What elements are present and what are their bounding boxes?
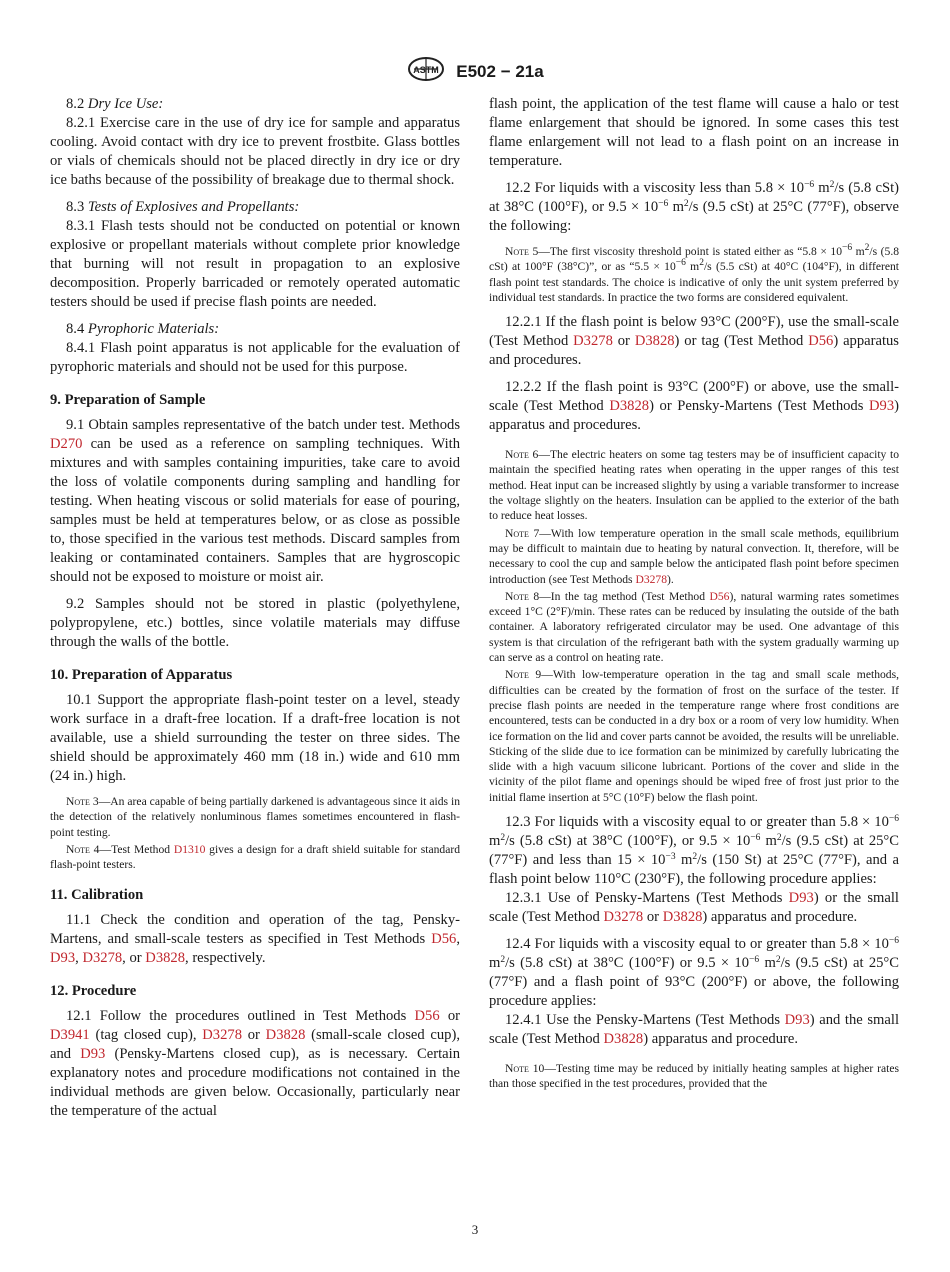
paragraph-12-4: 12.4 For liquids with a viscosity equal to or greater than $5.8 \times 10^{-6}$ $m^2/s$ (5.8 cSt) at 38°C (100°F) or $9.5 \times 10^{-6}$ $m^2/s$ (9.5 cSt) at 25°C (77°F) and a flash point of 93°C (200°F) or above, the following procedure applies:: [489, 936, 900, 1010]
ref-link-d56[interactable]: D56: [808, 333, 834, 350]
paragraph-9-1: 9.1 Obtain samples representative of the batch under test. Methods D270 can be used as a reference on sampling techniques. With mixtures and with samples containing impurities, take care to avoid the loss of volatile components during sampling and handling for testing. When heating viscous or solid materials for ease of pouring, samples must be held at temperatures below, or as close as possible to, those specified in the various test methods. Discard samples from leaking or contaminated containers. Samples that are hygroscopic should not be exposed to moisture or moist air.: [50, 417, 460, 585]
ref-link-d93[interactable]: D93: [50, 950, 76, 967]
right-column: [489, 95, 899, 1092]
ref-link-d3828[interactable]: D3828: [265, 1027, 306, 1044]
paragraph-12-1: 12.1 Follow the procedures outlined in Test Methods D56 or D3941 (tag closed cup), D3278 or D3828 (small-scale closed cup), and D93 (Pensky-Martens closed cup), as is necessary. Certain explanatory notes and procedure modifications not contained in the individual methods are given below. Occasionally, particularly near the temperature of the actual: [50, 1008, 460, 1120]
ref-link-d56[interactable]: D56: [709, 589, 730, 603]
paragraph-12-4-1: 12.4.1 Use the Pensky-Martens (Test Methods D93) and the small scale (Test Method D3828) apparatus and procedure.: [489, 1012, 899, 1048]
ref-link-d93[interactable]: D93: [80, 1046, 106, 1063]
paragraph-8-4-1: 8.4.1 Flash point apparatus is not applicable for the evaluation of pyrophoric materials and should not be used for this purpose.: [50, 340, 460, 375]
note-8: Note 8—In the tag method (Test Method D56), natural warming rates sometimes exceed 1°C (2°F)/min. These rates can be reduced by insulating the outside of the bath container. A laboratory refrigerated circulator may be used. One advantage of this system is that circulation of the refrigerant bath with the system gradually warming up can serve as a control on heating rate.: [489, 589, 900, 665]
ref-link-d3941[interactable]: D3941: [50, 1027, 90, 1044]
paragraph-11-1: 11.1 Check the condition and operation of the tag, Pensky-Martens, and small-scale testers as specified in Test Methods D56, D93, D3278, or D3828, respectively.: [50, 912, 460, 967]
ref-link-d93[interactable]: D93: [868, 398, 895, 415]
note-6: Note 6—The electric heaters on some tag testers may be of insufficient capacity to maintain the specified heating rates when operating in the upper ranges of this test method. Heat input can be increased slightly by using a variable transformer to increase the voltage slightly on the heaters. Insulation can be applied to the exterior of the bath to reduce heat losses.: [489, 448, 899, 523]
ref-link-d270[interactable]: D270: [50, 436, 83, 452]
astm-logo-icon: [406, 56, 446, 87]
subsection-8-4-heading: 8.4 Pyrophoric Materials:: [66, 321, 220, 337]
ref-link-d3278[interactable]: D3278: [573, 333, 613, 350]
ref-link-d93[interactable]: D93: [788, 890, 814, 907]
ref-link-d1310[interactable]: D1310: [173, 842, 206, 856]
note-9: Note 9—With low-temperature operation in the tag and small scale methods, difficulties can be created by the formation of frost on the surface of the tester. If precise flash points are needed in the temperature range where frost conditions are encountered, tests can be conducted in a dry box or a room of very low humidity. When ice formation on the lid and cover parts cannot be avoided, the results will be unreliable. Sticking of the slide due to ice formation can be minimized by carefully lubricating the slide with a high vacuum silicone lubricant. Portions of the cover and slide in the vicinity of the pilot flame and openings should be wiped free of frost just prior to the initial flame insertion at 5°C (10°F) below the flash point.: [489, 668, 899, 804]
subsection-8-3-heading: 8.3 Tests of Explosives and Propellants:: [66, 199, 300, 215]
section-10-heading: 10. Preparation of Apparatus: [50, 667, 233, 683]
paragraph-12-2: 12.2 For liquids with a viscosity less than $5.8 \times 10^{-6}$ $m^2/s$ (5.8 cSt) at 38°C (100°F), or $9.5 \times 10^{-6}$ $m^2/s$ (9.5 cSt) at 25°C (77°F), observe the following:: [489, 180, 899, 234]
paragraph-12-2-2: 12.2.2 If the flash point is 93°C (200°F) or above, use the small-scale (Test Method D3828) or Pensky-Martens (Test Methods D93) apparatus and procedures.: [489, 379, 899, 434]
section-12-heading: 12. Procedure: [50, 983, 137, 1000]
ref-link-d3828[interactable]: D3828: [609, 398, 650, 415]
paragraph-8-3-1: 8.3.1 Flash tests should not be conducted on potential or known explosive or propellant materials without complete prior knowledge that burning will not result in propagation to an explosive decomposition. Properly barricaded or remotely operated automatic testers should be used if precise flash points are needed.: [50, 218, 460, 310]
ref-link-d3278[interactable]: D3278: [635, 572, 668, 586]
ref-link-d3278[interactable]: D3278: [82, 950, 123, 967]
paragraph-12-2-1: 12.2.1 If the flash point is below 93°C (200°F), use the small-scale (Test Method D3278 or D3828) or tag (Test Method D56) apparatus and procedures.: [489, 314, 899, 369]
paragraph-9-2: 9.2 Samples should not be stored in plastic (polyethylene, polypropylene, etc.) bottles, since volatile materials may diffuse through the walls of the bottle.: [50, 596, 460, 650]
section-9-heading: 9. Preparation of Sample: [50, 392, 206, 408]
section-11-heading: 11. Calibration: [50, 887, 144, 904]
ref-link-d93[interactable]: D93: [784, 1012, 810, 1029]
note-10: Note 10—Testing time may be reduced by initially heating samples at higher rates than those specified in the test procedures, provided that the: [489, 1062, 899, 1091]
ref-link-d3278[interactable]: D3278: [202, 1027, 242, 1044]
paragraph-12-3: 12.3 For liquids with a viscosity equal to or greater than $5.8 \times 10^{-6}$ $m^2/s$ (5.8 cSt) at 38°C (100°F), or $9.5 \times 10^{-6}$ $m^2/s$ (9.5 cSt) at 25°C (77°F) and less than $15 \times 10^{-3}$ $m^2/s$ (150 St) at 25°C (77°F), and a flash point below 110°C (230°F), the following procedure applies:: [489, 814, 899, 888]
paragraph-12-1-continued: flash point, the application of the test flame will cause a halo or test flame enlargement that should be ignored. In some cases this test flame enlargement will not lead to a flash point on an increase in temperature.: [489, 96, 899, 169]
paragraph-8-2-1: 8.2.1 Exercise care in the use of dry ice for sample and apparatus cooling. Avoid contact with dry ice to prevent frostbite. Glass bottles or vials of chemicals should not be placed directly in dry ice or dry ice baths because of the possibility of breakage due to thermal shock.: [50, 115, 460, 188]
paragraph-12-3-1: 12.3.1 Use of Pensky-Martens (Test Methods D93) or the small scale (Test Method D3278 or D3828) apparatus and procedure.: [489, 890, 899, 926]
page-number: 3: [471, 1222, 479, 1237]
ref-link-d3278[interactable]: D3278: [603, 909, 644, 926]
subsection-8-2-heading: 8.2 Dry Ice Use:: [66, 96, 164, 112]
left-column: [50, 95, 460, 1121]
svg-text:ASTM: ASTM: [413, 65, 440, 75]
note-3: Note 3—An area capable of being partially darkened is advantageous since it aids in the detection of the relatively nonluminous flames sometimes encountered in flash-point testing.: [50, 795, 460, 839]
document-id: E502 − 21a: [456, 61, 544, 81]
paragraph-10-1: 10.1 Support the appropriate flash-point tester on a level, steady work surface in a draft-free location. If a draft-free location is not available, use a shield surrounding the tester on three sides. The shield should be approximately 460 mm (18 in.) wide and 610 mm (24 in.) high.: [50, 692, 460, 784]
ref-link-d3828[interactable]: D3828: [634, 333, 675, 350]
note-5: Note 5—The first viscosity threshold point is stated either as “$5.8 \times 10^{-6}$ $m^2/s$ (5.8 cSt) at 100°F (38°C)”, or as “$5.5 \times 10^{-6}$ $m^2/s$ (5.5 cSt) at 40°C (104°F), in different flash point test standards. The choice is indicative of only the unit system preferred by individual test standards. In practice the two forms are considered equivalent.: [489, 243, 900, 304]
ref-link-d3828[interactable]: D3828: [662, 909, 703, 926]
note-4: Note 4—Test Method D1310 gives a design for a draft shield suitable for standard flash-point testers.: [50, 842, 460, 872]
ref-link-d3828[interactable]: D3828: [145, 950, 186, 967]
page-header: [0, 56, 950, 87]
ref-link-d56[interactable]: D56: [414, 1008, 440, 1025]
ref-link-d56[interactable]: D56: [431, 931, 457, 948]
ref-link-d3828[interactable]: D3828: [603, 1031, 644, 1048]
note-7: Note 7—With low temperature operation in the small scale methods, equilibrium may be difficult to maintain due to heating by natural convection. It, therefore, will be necessary to cool the cup and sample below the anticipated flash point before specimen introduction (see Test Methods D3278).: [489, 526, 899, 586]
